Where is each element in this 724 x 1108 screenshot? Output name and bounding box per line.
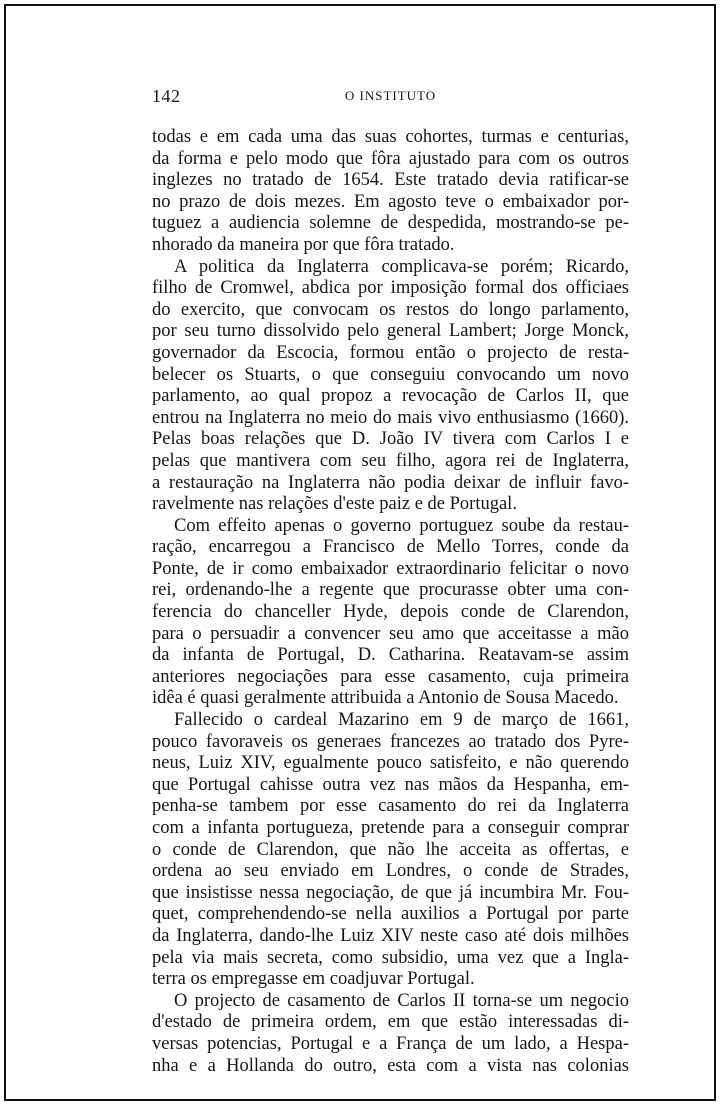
page-number: 142 (152, 86, 181, 106)
text-line: a restauração na Inglaterra não podia deixar de influir favo- (152, 472, 629, 493)
text-line: filho de Cromwel, abdica por imposição formal dos officiaes (152, 278, 629, 299)
text-line: por seu turno dissolvido pelo general Lambert; Jorge Monck, (152, 321, 629, 342)
text-line: Pelas boas relações que D. João IV tivera com Carlos I e (152, 429, 629, 450)
text-line: que insistisse nessa negociação, de que já incumbira Mr. Fou- (152, 882, 629, 903)
text-line: quet, comprehendendo-se nella auxilios a Portugal por parte (152, 904, 629, 925)
text-line: d'estado de primeira ordem, em que estão interessadas di- (152, 1012, 629, 1033)
text-line: parlamento, ao qual propoz a revocação de Carlos II, que (152, 386, 629, 407)
text-line: do exercito, que convocam os restos do longo parlamento, (152, 299, 629, 320)
page-header (152, 86, 629, 110)
text-line: ração, encarregou a Francisco de Mello Torres, conde da (152, 537, 629, 558)
text-line: ferencia do chanceller Hyde, depois conde de Clarendon, (152, 602, 629, 623)
text-line: pela via mais secreta, como subsidio, uma vez que a Ingla- (152, 947, 629, 968)
text-line: tuguez a audiencia solemne de despedida, mostrando-se pe- (152, 213, 629, 234)
text-line: idêa é quasi geralmente attribuida a Antonio de Sousa Macedo. (152, 688, 619, 709)
text-line: da forma e pelo modo que fôra ajustado para com os outros (152, 148, 629, 169)
text-line: ravelmente nas relações d'este paiz e de Portugal. (152, 494, 517, 515)
text-line: nha e a Hollanda do outro, esta com a vista nas colonias (152, 1055, 629, 1076)
text-line: da Inglaterra, dando-lhe Luiz XIV neste caso até dois milhões (152, 925, 629, 946)
body-text (152, 127, 629, 1077)
paragraph-start-line: Com effeito apenas o governo portuguez soube da restau- (174, 515, 629, 536)
text-line: governador da Escocia, formou então o projecto de resta- (152, 342, 629, 363)
paragraph-start-line: A politica da Inglaterra complicava-se porém; Ricardo, (174, 256, 629, 277)
text-line: neus, Luiz XIV, egualmente pouco satisfeito, e não querendo (152, 753, 629, 774)
text-line: no prazo de dois mezes. Em agosto teve o embaixador por- (152, 191, 629, 212)
text-line: ordena ao seu enviado em Londres, o conde de Strades, (152, 861, 629, 882)
text-line: todas e em cada uma das suas cohortes, turmas e centurias, (152, 127, 629, 147)
text-line: nhorado da maneira por que fôra tratado. (152, 234, 455, 255)
text-line: belecer os Stuarts, o que conseguiu convocando um novo (152, 364, 629, 385)
text-line: para o persuadir a convencer seu amo que acceitasse a mão (152, 623, 629, 644)
text-line: da infanta de Portugal, D. Catharina. Reatavam-se assim (152, 645, 629, 666)
text-line: penha-se tambem por esse casamento do rei da Inglaterra (152, 796, 629, 817)
text-line: pouco favoraveis os generaes francezes ao tratado dos Pyre- (152, 731, 629, 752)
text-line: versas potencias, Portugal e a França de um lado, a Hespa- (152, 1033, 629, 1054)
paragraph-start-line: Fallecido o cardeal Mazarino em 9 de março de 1661, (174, 710, 629, 731)
text-line: rei, ordenando-lhe a regente que procurasse obter uma con- (152, 580, 629, 601)
running-title: O INSTITUTO (344, 88, 437, 103)
text-line: que Portugal cahisse outra vez nas mãos da Hespanha, em- (152, 774, 629, 795)
text-line: inglezes no tratado de 1654. Este tratado devia ratificar-se (152, 170, 629, 191)
text-line: Ponte, de ir como embaixador extraordinario felicitar o novo (152, 558, 629, 579)
text-line: terra os empregasse em coadjuvar Portugal. (152, 969, 475, 990)
text-line: anteriores negociações para esse casamento, cuja primeira (152, 666, 629, 687)
text-line: o conde de Clarendon, que não lhe acceita as offertas, e (152, 839, 629, 860)
text-line: com a infanta portugueza, pretende para a conseguir comprar (152, 818, 629, 838)
text-line: entrou na Inglaterra no meio do mais vivo enthusiasmo (1660). (152, 407, 629, 428)
paragraph-start-line: O projecto de casamento de Carlos II torna-se um negocio (174, 990, 629, 1011)
text-line: pelas que mantivera com seu filho, agora rei de Inglaterra, (152, 450, 629, 471)
